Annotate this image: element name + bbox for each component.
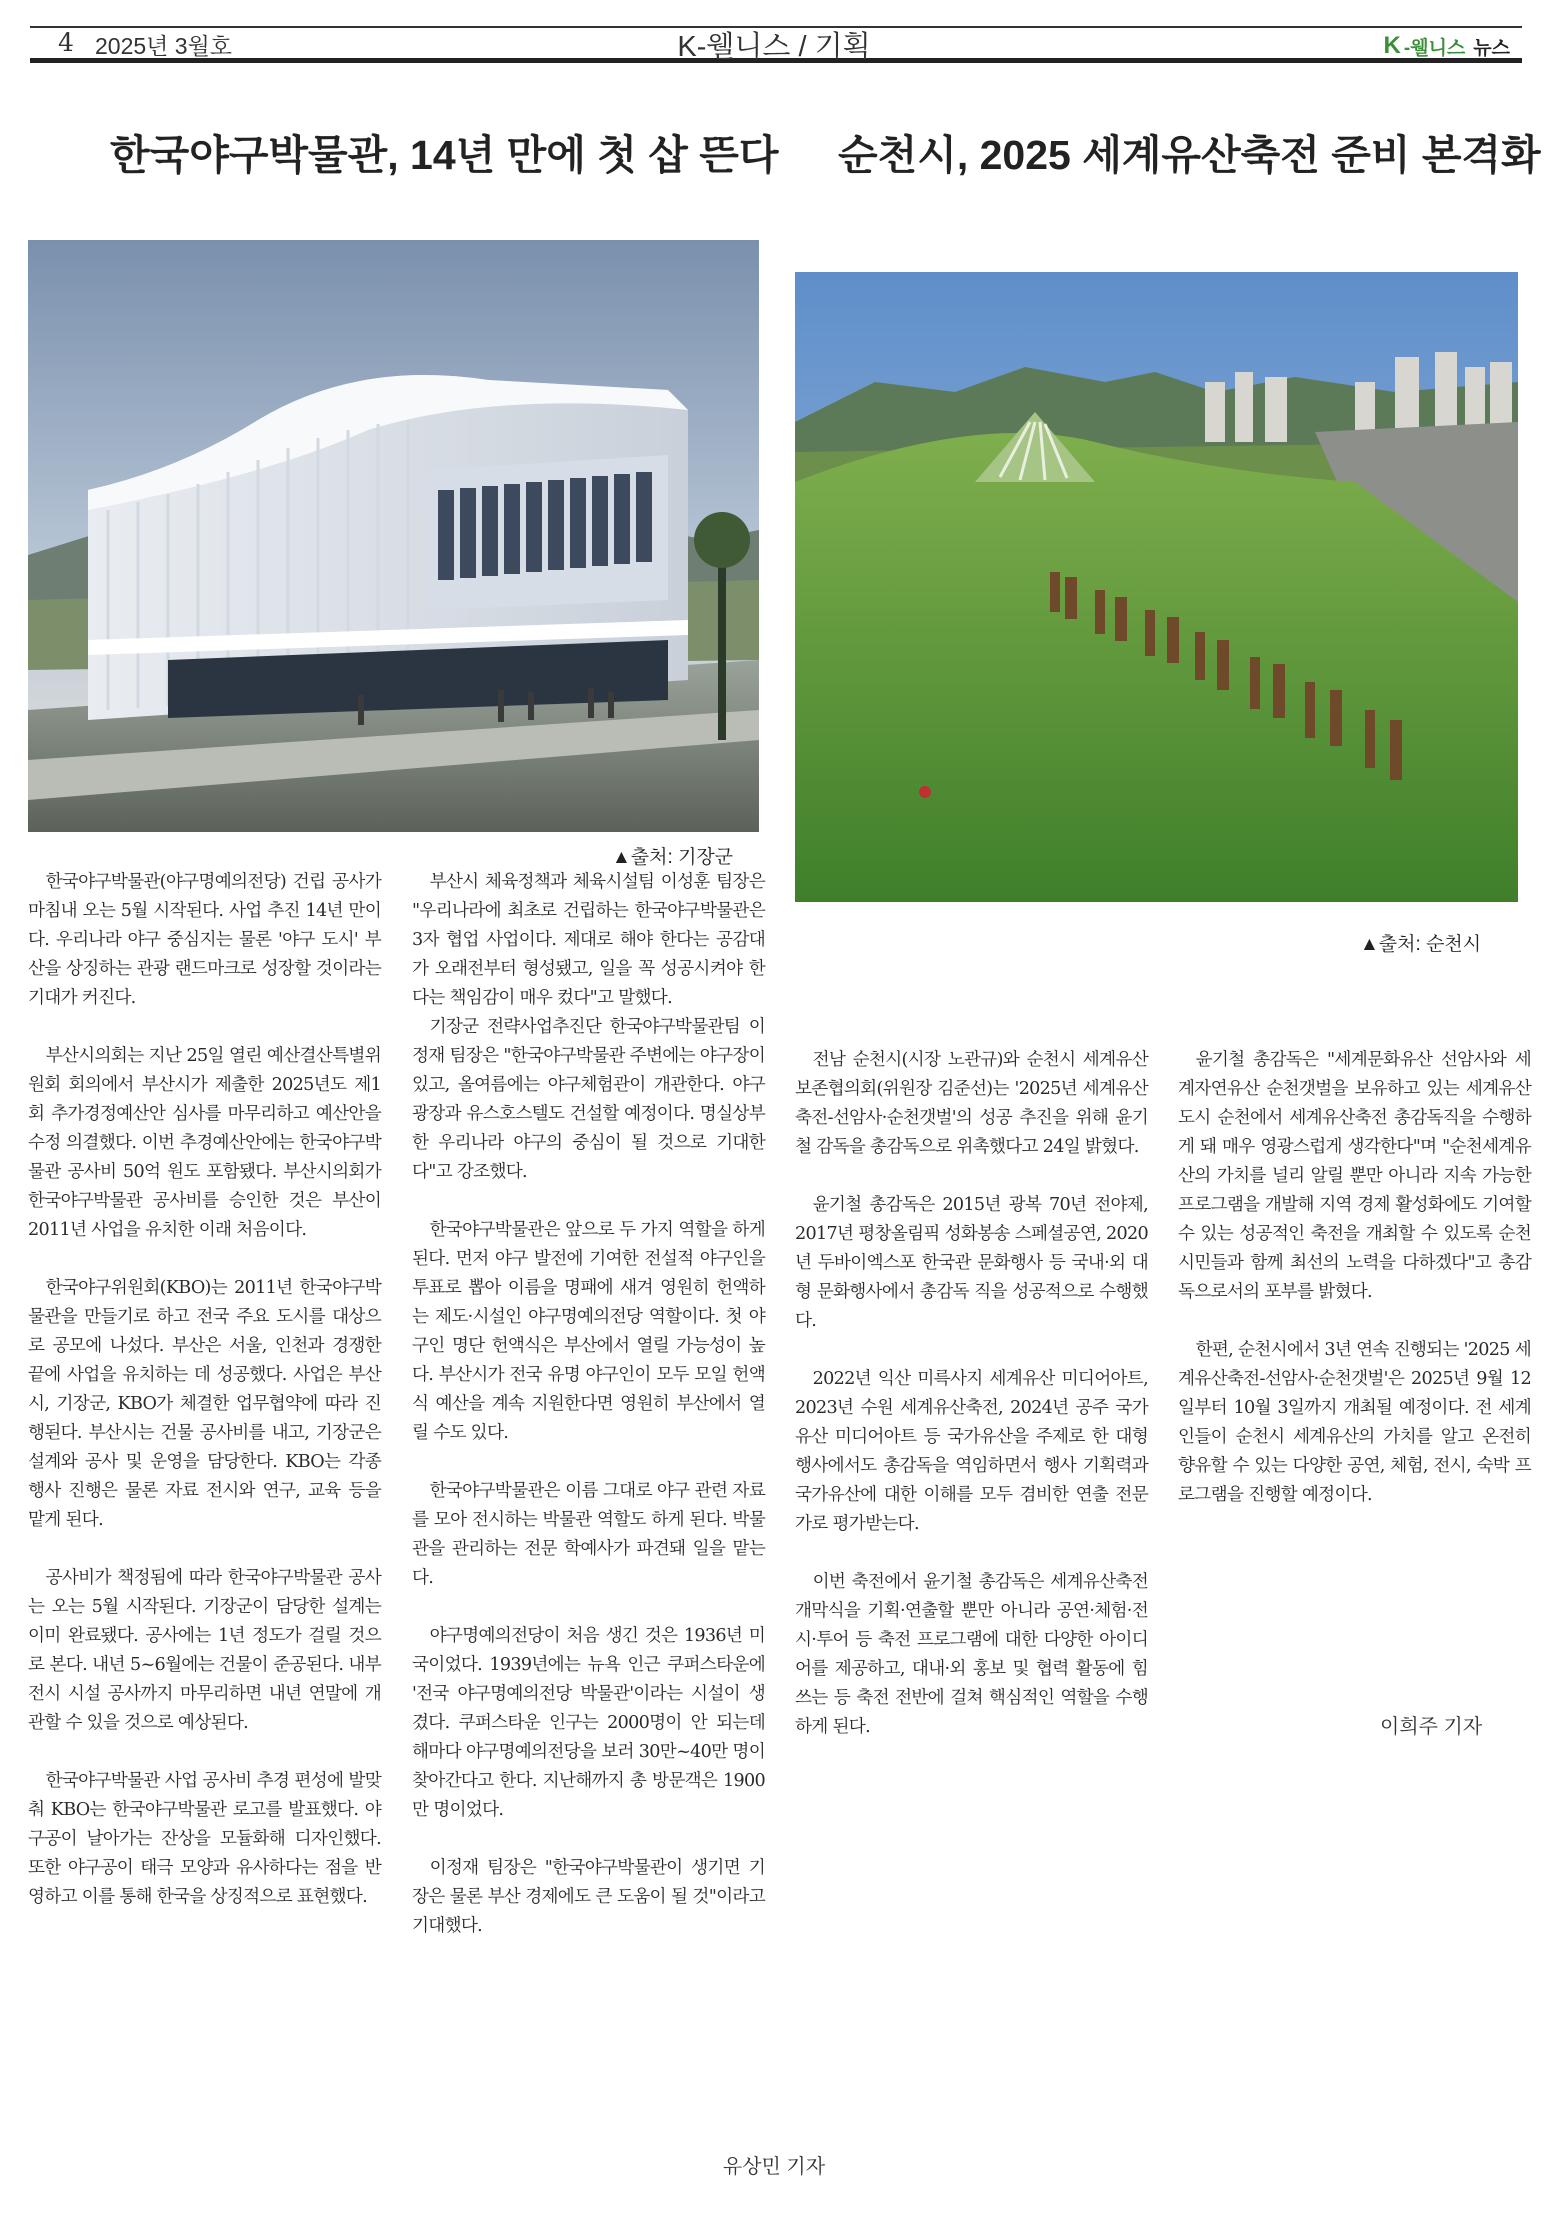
left-article-headline: 한국야구박물관, 14년 만에 첫 삽 뜬다 bbox=[110, 132, 779, 178]
issue-date: 2025년 3월호 bbox=[95, 33, 233, 59]
paragraph: 부산시 체육정책과 체육시설팀 이성훈 팀장은 "우리나라에 최초로 건립하는 한국야구박물관은 3자 협업 사업이다. 제대로 해야 한다는 공감대가 오래전부터 형성됐고, 일을 꼭 성공시켜야 한다는 책임감이 매우 컸다"고 말했다. bbox=[412, 872, 765, 1008]
right-article-byline: 이희주 기자 bbox=[1380, 1716, 1483, 1738]
right-article-headline: 순천시, 2025 세계유산축전 준비 본격화 bbox=[838, 132, 1541, 178]
baseball-museum-rendering-photo bbox=[28, 240, 759, 832]
paragraph: 2022년 익산 미륵사지 세계유산 미디어아트, 2023년 수원 세계유산축전, 2024년 공주 국가유산 미디어아트 등 국가유산을 주제로 한 대형행사에서도 총감독을 역임하면서 행사 기획력과 국가유산에 대한 이해를 모두 겸비한 연출 전문가로 평가받는다. bbox=[795, 1369, 1148, 1534]
paragraph: 한국야구박물관은 앞으로 두 가지 역할을 하게 된다. 먼저 야구 발전에 기여한 전설적 야구인을 투표로 뽑아 이름을 명패에 새겨 영원히 헌액하는 제도·시설인 야구명예의전당 역할이다. 첫 야구인 명단 헌액식은 부산에서 열릴 가능성이 높다. 부산시가 전국 유명 야구인이 모두 모일 헌액식 예산을 계속 지원한다면 영원히 부산에서 열릴 수도 있다. bbox=[412, 1220, 765, 1443]
paragraph: 이번 축전에서 윤기철 총감독은 세계유산축전 개막식을 기획·연출할 뿐만 아니라 공연·체험·전시·투어 등 축전 프로그램에 대한 다양한 아이디어를 제공하고, 대내·외 홍보 및 협력 활동에 힘쓰는 등 축전 전반에 걸쳐 핵심적인 역할을 수행하게 된다. bbox=[795, 1572, 1148, 1737]
paragraph: 이정재 팀장은 "한국야구박물관이 생기면 기장은 물론 부산 경제에도 큰 도움이 될 것"이라고 기대했다. bbox=[412, 1858, 765, 1936]
right-article-column-2 bbox=[1178, 1046, 1531, 1510]
paragraph: 기장군 전략사업추진단 한국야구박물관팀 이정재 팀장은 "한국야구박물관 주변에는 야구장이 있고, 올여름에는 야구체험관이 개관한다. 야구광장과 유스호스텔도 건설할 예정이다. 명실상부한 우리나라 야구의 중심이 될 것으로 기대한다"고 강조했다. bbox=[412, 1017, 765, 1182]
paragraph: 공사비가 책정됨에 따라 한국야구박물관 공사는 오는 5월 시작된다. 기장군이 담당한 설계는 이미 완료됐다. 공사에는 1년 정도가 걸릴 것으로 본다. 내년 5~6월에는 건물이 준공된다. 내부 전시 시설 공사까지 마무리하면 내년 연말에 개관할 수 있을 것으로 예상된다. bbox=[28, 1568, 381, 1733]
paragraph: 야구명예의전당이 처음 생긴 것은 1936년 미국이었다. 1939년에는 뉴욕 인근 쿠퍼스타운에 '전국 야구명예의전당 박물관'이라는 시설이 생겼다. 쿠퍼스타운 인구는 2000명이 안 되는데 해마다 야구명예의전당을 보러 30만~40만 명이 찾아간다고 한다. 지난해까지 총 방문객은 1900만 명이었다. bbox=[412, 1626, 765, 1820]
left-article-column-1 bbox=[28, 868, 381, 1912]
logo-news: 뉴스 bbox=[1473, 37, 1510, 59]
left-article-byline: 유상민 기자 bbox=[722, 2156, 826, 2178]
paragraph: 전남 순천시(시장 노관규)와 순천시 세계유산보존협의회(위원장 김준선)는 '2025년 세계유산축전-선암사·순천갯벌'의 성공 추진을 위해 윤기철 감독을 총감독으로 위촉했다고 24일 밝혔다. bbox=[795, 1050, 1148, 1157]
right-photo-credit: ▲출처: 순천시 bbox=[1360, 934, 1482, 955]
suncheon-garden-aerial-photo bbox=[795, 272, 1518, 902]
logo-brand: -웰니스 bbox=[1403, 37, 1466, 59]
right-article-column-1 bbox=[795, 1046, 1148, 1742]
paragraph: 한국야구박물관은 이름 그대로 야구 관련 자료를 모아 전시하는 박물관 역할도 하게 된다. 박물관을 관리하는 전문 학예사가 파견돼 일을 맡는다. bbox=[412, 1481, 765, 1588]
page-number: 4 bbox=[58, 28, 74, 57]
paragraph: 부산시의회는 지난 25일 열린 예산결산특별위원회 회의에서 부산시가 제출한 2025년도 제1회 추가경정예산안 심사를 마무리하고 예산안을 수정 의결했다. 이번 추경예산안에는 한국야구박물관 공사비 50억 원도 포함됐다. 부산시의회가 한국야구박물관 공사비를 승인한 것은 부산이 2011년 사업을 유치한 이래 처음이다. bbox=[28, 1046, 381, 1240]
publication-logo bbox=[1384, 32, 1510, 60]
paragraph: 한국야구박물관(야구명예의전당) 건립 공사가 마침내 오는 5월 시작된다. 사업 추진 14년 만이다. 우리나라 야구 중심지는 물론 '야구 도시' 부산을 상징하는 관광 랜드마크로 성장할 것이라는 기대가 커진다. bbox=[28, 872, 381, 1008]
paragraph: 한국야구박물관 사업 공사비 추경 편성에 발맞춰 KBO는 한국야구박물관 로고를 발표했다. 야구공이 날아가는 잔상을 모듈화해 디자인했다. 또한 야구공이 태극 모양과 유사하다는 점을 반영하고 이를 통해 한국을 상징적으로 표현했다. bbox=[28, 1771, 381, 1907]
left-article-column-2 bbox=[412, 868, 765, 1941]
section-title: K-웰니스 / 기획 bbox=[677, 31, 871, 63]
paragraph: 한편, 순천시에서 3년 연속 진행되는 '2025 세계유산축전-선암사·순천갯벌'은 2025년 9월 12일부터 10월 3일까지 개최될 예정이다. 전 세계인들이 순천시 세계유산의 가치를 알고 온전히 향유할 수 있는 다양한 공연, 체험, 전시, 숙박 프로그램을 진행할 예정이다. bbox=[1178, 1340, 1531, 1505]
left-photo-credit: ▲출처: 기장군 bbox=[612, 847, 734, 868]
paragraph: 윤기철 총감독은 "세계문화유산 선암사와 세계자연유산 순천갯벌을 보유하고 있는 세계유산도시 순천에서 세계유산축전 총감독직을 수행하게 돼 매우 영광스럽게 생각한다"며 "순천세계유산의 가치를 널리 알릴 뿐만 아니라 지속 가능한 프로그램을 개발해 지역 경제 활성화에도 기여할 수 있는 성공적인 축전을 개최할 수 있도록 순천시민들과 함께 최선의 노력을 다하겠다"고 총감독으로서의 포부를 밝혔다. bbox=[1178, 1050, 1531, 1302]
paragraph: 한국야구위원회(KBO)는 2011년 한국야구박물관을 만들기로 하고 전국 주요 도시를 대상으로 공모에 나섰다. 부산은 서울, 인천과 경쟁한 끝에 사업을 유치하는 데 성공했다. 사업은 부산시, 기장군, KBO가 체결한 업무협약에 따라 진행된다. 부산시는 건물 공사비를 내고, 기장군은 설계와 공사 및 운영을 담당한다. KBO는 각종 행사 진행은 물론 자료 전시와 연구, 교육 등을 맡게 된다. bbox=[28, 1278, 381, 1530]
logo-k: K bbox=[1383, 32, 1401, 59]
paragraph: 윤기철 총감독은 2015년 광복 70년 전야제, 2017년 평창올림픽 성화봉송 스페셜공연, 2020년 두바이엑스포 한국관 문화행사 등 국내·외 대형 문화행사에서 총감독 직을 성공적으로 수행했다. bbox=[795, 1195, 1148, 1331]
